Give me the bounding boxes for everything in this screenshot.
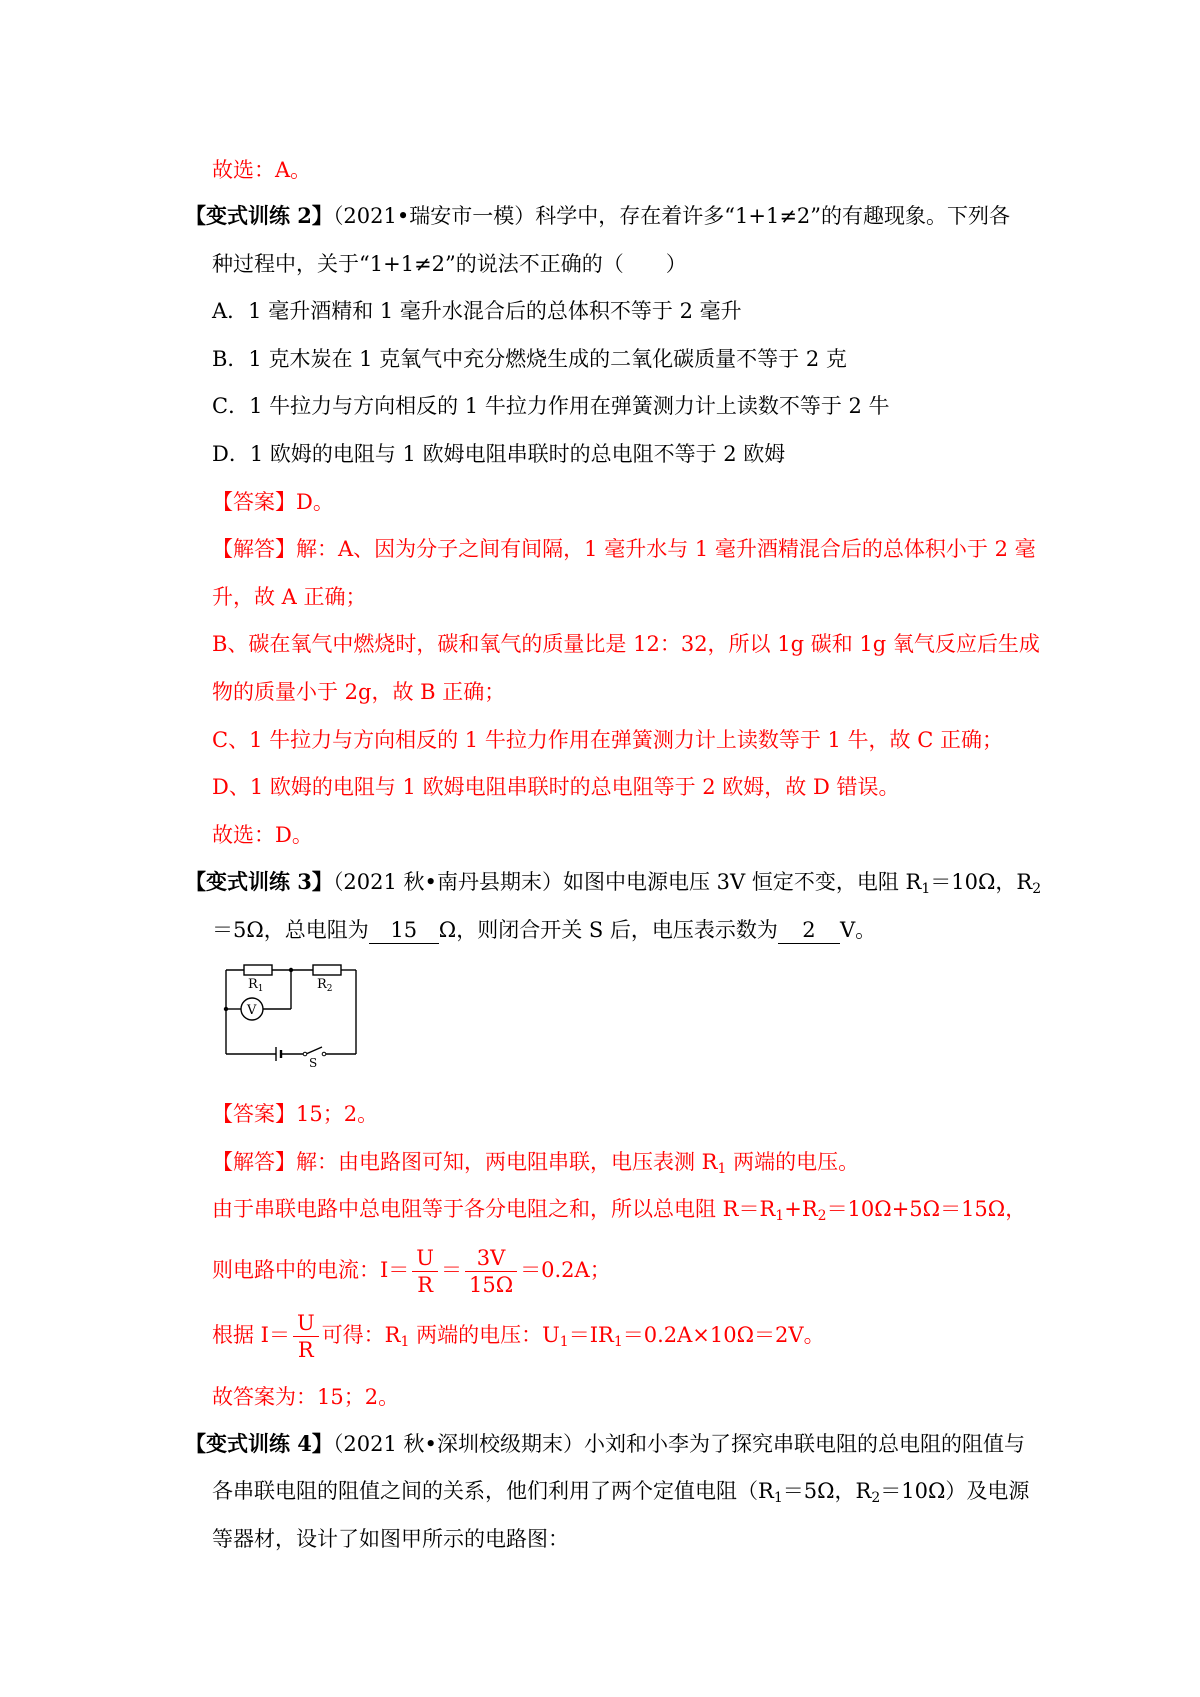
text: ＝IR (568, 1323, 614, 1347)
exercise2-option-a: A．1 毫升酒精和 1 毫升水混合后的总体积不等于 2 毫升 (212, 299, 742, 323)
subscript: 1 (773, 1490, 783, 1506)
exercise3-question-line2 (212, 916, 876, 944)
label-r2: $R_2$ (317, 977, 333, 994)
subscript: 2 (871, 1490, 881, 1506)
exercise2-solution-4: 物的质量小于 2g，故 B 正确； (212, 680, 506, 704)
answer-blank-2: 2 (778, 917, 840, 944)
switch-label: S (309, 1056, 318, 1070)
subscript: 1 (400, 1334, 410, 1350)
exercise2-solution-6: D、1 欧姆的电阻与 1 欧姆电阻串联时的总电阻等于 2 欧姆，故 D 错误。 (212, 775, 900, 799)
exercise3-solution-4 (212, 1305, 825, 1365)
exercise3-stem-5: V。 (839, 918, 877, 942)
text: ＝0.2A×10Ω＝2V。 (622, 1323, 825, 1347)
fraction-3v-over-15ohm: $\frac{3V}{15\Omega}$ (465, 1245, 517, 1298)
text: ＝10Ω）及电源 (880, 1479, 1030, 1503)
exercise3-heading: 【变式训练 3】 (185, 869, 333, 894)
subscript: 1 (775, 1208, 785, 1224)
exercise2-option-b: B．1 克木炭在 1 克氧气中充分燃烧生成的二氧化碳质量不等于 2 克 (212, 347, 847, 371)
subscript: 2 (817, 1208, 827, 1224)
exercise3-conclusion: 故答案为：15；2。 (212, 1385, 400, 1409)
text: 由于串联电路中总电阻等于各分电阻之和，所以总电阻 R＝R (212, 1197, 776, 1221)
text: +R (784, 1197, 818, 1221)
exercise4-heading: 【变式训练 4】 (185, 1431, 333, 1456)
subscript: 1 (717, 1161, 727, 1177)
exercise4-question-line2 (212, 1477, 1029, 1505)
text: 根据 I＝ (212, 1323, 290, 1347)
text: ＝5Ω，R (782, 1479, 872, 1503)
fraction-u-over-r: $\frac{U}{R}$ (293, 1310, 319, 1363)
fraction-u-over-r: $\frac{U}{R}$ (412, 1245, 438, 1298)
label-r1: $R_1$ (248, 977, 264, 994)
subscript: 1 (921, 881, 931, 897)
exercise3-solution-3 (212, 1240, 611, 1300)
exercise3-solution-1 (212, 1148, 859, 1176)
answer-blank-1: 15 (369, 917, 439, 944)
text: 【解答】解：由电路图可知，两电阻串联，电压表测 R (212, 1150, 718, 1174)
exercise3-stem-3: ＝5Ω，总电阻为 (212, 918, 369, 942)
text: ＝0.2A； (520, 1258, 611, 1282)
exercise2-option-c: C．1 牛拉力与方向相反的 1 牛拉力作用在弹簧测力计上读数不等于 2 牛 (212, 394, 890, 418)
text: 各串联电阻的阻值之间的关系，他们利用了两个定值电阻（R (212, 1479, 774, 1503)
exercise2-heading: 【变式训练 2】 (185, 203, 333, 228)
text: ＝ (441, 1258, 462, 1282)
exercise2-question-line2: 种过程中，关于“1+1≠2”的说法不正确的（ ） (212, 252, 687, 276)
exercise4-stem-1: （2021 秋•深圳校级期末）小刘和小李为了探究串联电阻的总电阻的阻值与 (332, 1432, 1025, 1456)
exercise2-solution-3: B、碳在氧气中燃烧时，碳和氧气的质量比是 12：32，所以 1g 碳和 1g 氧气反应后生成 (212, 632, 1040, 656)
exercise3-stem-1: （2021 秋•南丹县期末）如图中电源电压 3V 恒定不变，电阻 R (332, 870, 922, 894)
exercise4-question-line3: 等器材，设计了如图甲所示的电路图： (212, 1527, 569, 1551)
exercise2-stem-1: （2021•瑞安市一模）科学中，存在着许多“1+1≠2”的有趣现象。下列各 (332, 204, 1011, 228)
exercise3-stem-2: ＝10Ω，R (930, 870, 1033, 894)
subscript: 1 (559, 1334, 569, 1350)
text: ＝10Ω+5Ω＝15Ω， (826, 1197, 1027, 1221)
subscript: 1 (613, 1334, 623, 1350)
text: 则电路中的电流：I＝ (212, 1258, 410, 1282)
exercise2-conclusion: 故选：D。 (212, 823, 313, 847)
exercise3-answer: 【答案】15；2。 (212, 1102, 379, 1126)
exercise2-option-d: D．1 欧姆的电阻与 1 欧姆电阻串联时的总电阻不等于 2 欧姆 (212, 442, 786, 466)
voltmeter-label: V (247, 1003, 257, 1018)
circuit-diagram (216, 962, 366, 1070)
exercise2-solution-1: 【解答】解：A、因为分子之间有间隔，1 毫升水与 1 毫升酒精混合后的总体积小于 2 毫 (212, 537, 1036, 561)
text: 两端的电压。 (726, 1150, 860, 1174)
exercise2-solution-5: C、1 牛拉力与方向相反的 1 牛拉力作用在弹簧测力计上读数等于 1 牛，故 C 正确； (212, 728, 1003, 752)
subscript: 2 (1032, 881, 1042, 897)
prev-conclusion: 故选：A。 (212, 158, 312, 182)
exercise2-question-line1 (185, 202, 1010, 230)
exercise2-answer: 【答案】D。 (212, 490, 334, 514)
text: 两端的电压：U (409, 1323, 560, 1347)
exercise3-stem-4: Ω，则闭合开关 S 后，电压表示数为 (438, 918, 778, 942)
exercise3-question-line1 (185, 868, 1041, 896)
exercise3-solution-2 (212, 1195, 1026, 1223)
exercise4-question-line1 (185, 1430, 1025, 1458)
text: 可得：R (321, 1323, 401, 1347)
exercise2-solution-2: 升，故 A 正确； (212, 585, 367, 609)
